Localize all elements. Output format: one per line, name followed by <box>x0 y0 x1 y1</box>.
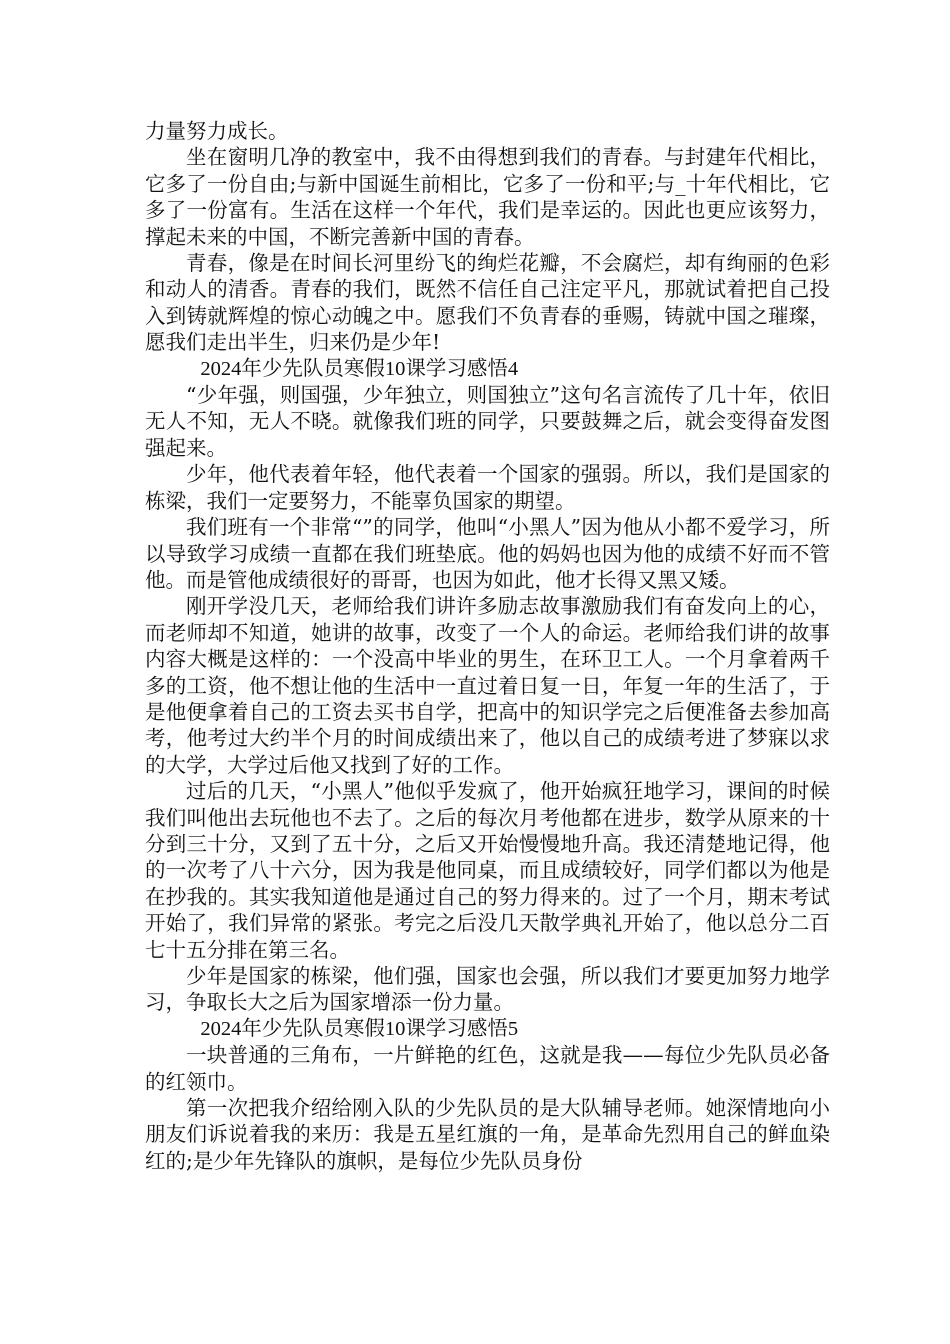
body-paragraph: 青春，像是在时间长河里纷飞的绚烂花瓣，不会腐烂，却有绚丽的色彩和动人的清香。青春的我们，既然不信任自己注定平凡，那就试着把自己投入到铸就辉煌的惊心动魄之中。愿我们不负青春的垂赐，铸就中国之璀璨，愿我们走出半生，归来仍是少年! <box>145 251 830 355</box>
body-paragraph: 少年是国家的栋梁，他们强，国家也会强，所以我们才要更加努力地学习，争取长大之后为国家增添一份力量。 <box>145 964 830 1015</box>
section-heading: 2024年少先队员寒假10课学习感悟4 <box>200 357 519 380</box>
document-page <box>145 118 830 1174</box>
body-paragraph: 一块普通的三角布，一片鲜艳的红色，这就是我——每位少先队员必备的红领巾。 <box>145 1043 830 1094</box>
body-paragraph: 力量努力成长。 <box>145 119 289 143</box>
body-paragraph: “少年强，则国强，少年独立，则国独立”这句名言流传了几十年，依旧无人不知，无人不晓。就像我们班的同学，只要鼓舞之后，就会变得奋发图强起来。 <box>145 383 830 460</box>
body-paragraph: 过后的几天，“小黑人”他似乎发疯了，他开始疯狂地学习，课间的时候我们叫他出去玩他也不去了。之后的每次月考他都在进步，数学从原来的十分到三十分，又到了五十分，之后又开始慢慢地升高。我还清楚地记得，他的一次考了八十六分，因为我是他同桌，而且成绩较好，同学们都以为他是在抄我的。其实我知道他是通过自己的努力得来的。过了一个月，期末考试开始了，我们异常的紧张。考完之后没几天散学典礼开始了，他以总分二百七十五分排在第三名。 <box>145 779 830 962</box>
body-paragraph: 我们班有一个非常“”的同学，他叫“小黑人”因为他从小都不爱学习，所以导致学习成绩一直都在我们班垫底。他的妈妈也因为他的成绩不好而不管他。而是管他成绩很好的哥哥，也因为如此，他才长得又黑又矮。 <box>145 515 830 592</box>
body-paragraph: 第一次把我介绍给刚入队的少先队员的是大队辅导老师。她深情地向小朋友们诉说着我的来历：我是五星红旗的一角，是革命先烈用自己的鲜血染红的;是少年先锋队的旗帜，是每位少先队员身份 <box>145 1096 830 1173</box>
body-paragraph: 刚开学没几天，老师给我们讲许多励志故事激励我们有奋发向上的心，而老师却不知道，她讲的故事，改变了一个人的命运。老师给我们讲的故事内容大概是这样的：一个没高中毕业的男生，在环卫工人。一个月拿着两千多的工资，他不想让他的生活中一直过着日复一日，年复一年的生活了，于是他便拿着自己的工资去买书自学，把高中的知识学完之后便准备去参加高考，他考过大约半个月的时间成绩出来了，他以自己的成绩考进了梦寐以求的大学，大学过后他又找到了好的工作。 <box>145 594 830 777</box>
body-paragraph: 坐在窗明几净的教室中，我不由得想到我们的青春。与封建年代相比，它多了一份自由;与新中国诞生前相比，它多了一份和平;与_十年代相比，它多了一份富有。生活在这样一个年代，我们是幸运的。因此也更应该努力，撑起未来的中国，不断完善新中国的青春。 <box>145 145 830 249</box>
body-paragraph: 少年，他代表着年轻，他代表着一个国家的强弱。所以，我们是国家的栋梁，我们一定要努力，不能辜负国家的期望。 <box>145 462 830 513</box>
section-heading: 2024年少先队员寒假10课学习感悟5 <box>200 1017 519 1040</box>
